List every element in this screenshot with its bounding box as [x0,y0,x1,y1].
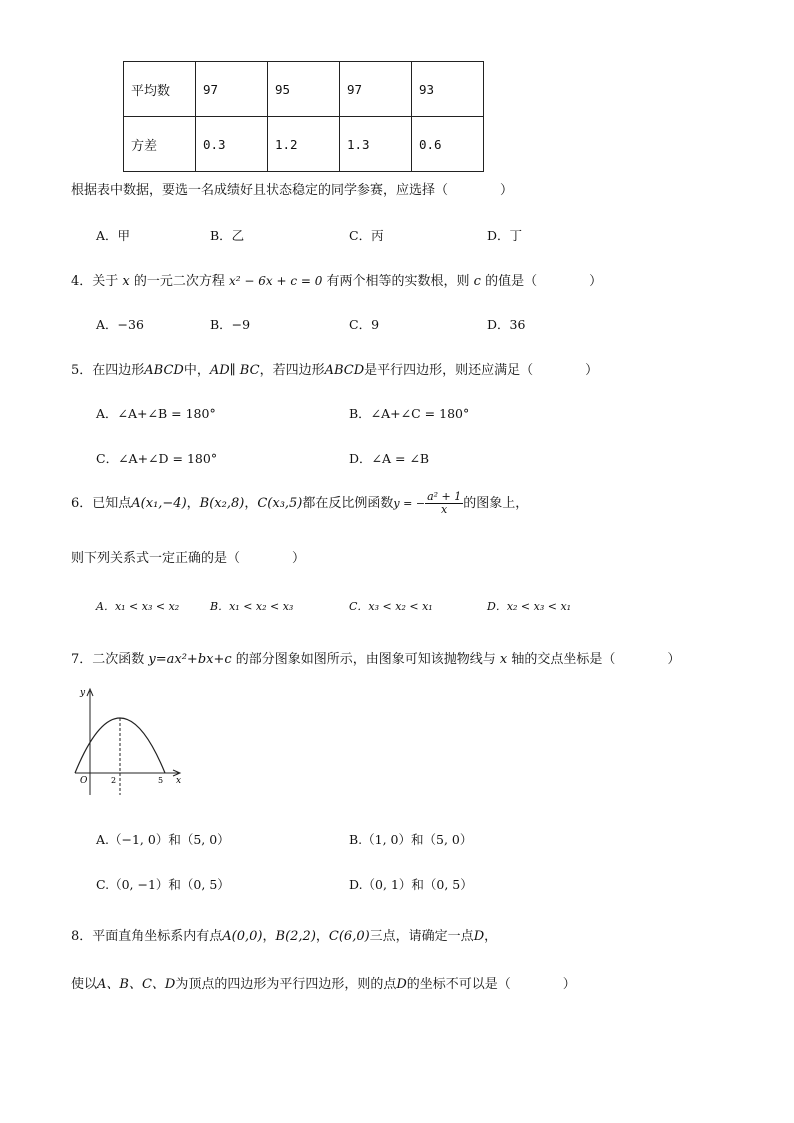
q4-stem [71,270,602,289]
q6-func-lhs: y = − [393,497,426,510]
table-cell: 97 [196,62,268,117]
q7-stem-text: 7．二次函数 [71,652,149,667]
q5-stem-text: 中， [183,363,210,378]
q5-parallel: AD∥ BC [209,363,260,378]
q3-option-a[interactable]: A．甲 [96,228,131,243]
q3-option-c[interactable]: C．丙 [349,228,384,243]
q5-abcd: ABCD [324,363,365,378]
tick-label-2: 2 [111,776,117,785]
table-row [124,117,484,172]
q6-option-c[interactable]: C．x₃ < x₂ < x₁ [349,600,433,613]
q4-stem-text: 4．关于 [71,274,123,289]
q8-stem-text: 使以 [71,977,98,992]
q5-abcd: ABCD [144,363,184,378]
table-cell: 方差 [124,117,196,172]
q4-var-x: x [122,274,130,289]
q8-stem-text: 8．平面直角坐标系内有点 [71,929,223,944]
table-cell: 97 [340,62,412,117]
q6-point-b: B(x₂,8) [199,496,245,511]
q6-line2: 则下列关系式一定正确的是（ ） [71,551,306,566]
y-axis-label: y [80,688,86,698]
q7-option-b[interactable]: B.（1, 0）和（5, 0） [349,832,473,847]
q4-stem-text: 有两个相等的实数根，则 [322,274,474,289]
q4-option-b[interactable]: B．−9 [210,317,251,332]
table-cell: 平均数 [124,62,196,117]
q6-point-a: A(x₁,−4) [131,496,187,511]
q6-fraction [425,491,463,516]
q8-stem: 8．平面直角坐标系内有点A(0,0)，B(2,2)，C(6,0)三点，请确定一点D， [71,929,498,944]
q8-point-c: C(6,0) [328,929,370,944]
stats-table [123,61,484,172]
q8-line2 [71,973,576,992]
q4-stem-text: 的值是（ ） [480,274,603,289]
q6-stem-text: 都在反比例函数 [302,496,394,511]
q6-stem-text: 的图象上， [463,496,529,511]
q7-option-d[interactable]: D.（0, 1）和（0, 5） [349,877,473,892]
table-row [124,62,484,117]
q4-stem-text: 的一元二次方程 [129,274,230,289]
q7-stem-text: 轴的交点坐标是（ ） [507,652,681,667]
q6-fraction-numerator: a² + 1 [427,490,462,503]
q7-stem-text: 的部分图象如图所示，由图象可知该抛物线与 [231,652,500,667]
table-cell: 1.2 [268,117,340,172]
q4-option-c[interactable]: C．9 [349,317,380,332]
q6-stem-text: 6．已知点 [71,496,132,511]
q4-equation: x² − 6x + c = 0 [229,274,323,288]
q5-option-d[interactable]: D．∠A = ∠B [349,451,430,466]
table-cell: 1.3 [340,117,412,172]
q6-option-a[interactable]: A．x₁ < x₃ < x₂ [96,600,180,613]
q3-stem: 根据表中数据，要选一名成绩好且状态稳定的同学参赛，应选择（ ） [71,183,514,198]
q7-var-x: x [499,652,508,667]
q8-stem-text: 三点，请确定一点 [369,929,474,944]
q3-option-b[interactable]: B．乙 [210,228,245,243]
table-cell: 95 [268,62,340,117]
q5-stem-text: ，若四边形 [259,363,325,378]
x-axis-label: x [176,776,182,786]
q8-point-d: D [396,977,407,992]
table-cell: 0.3 [196,117,268,172]
q3-option-d[interactable]: D．丁 [487,228,523,243]
tick-label-5: 5 [158,776,164,785]
q4-option-d[interactable]: D．36 [487,317,526,332]
q5-stem [71,359,598,378]
q5-option-a[interactable]: A．∠A+∠B = 180° [96,406,216,421]
q8-point-a: A(0,0) [222,929,263,944]
q5-option-b[interactable]: B．∠A+∠C = 180° [349,406,470,421]
q5-stem-text: 是平行四边形，则还应满足（ ） [364,363,599,378]
table-cell: 93 [412,62,484,117]
q6-stem: 6．已知点A(x₁,−4)，B(x₂,8)，C(x₃,5)都在反比例函数y = − $\frac{\text{a² + 1}}{x}$ 的图象上， [71,490,529,516]
q6-fraction-denominator: x [441,503,448,516]
q5-stem-text: 5．在四边形 [71,363,145,378]
table-cell: 0.6 [412,117,484,172]
q6-point-c: C(x₃,5) [257,496,303,511]
q6-option-b[interactable]: B．x₁ < x₂ < x₃ [210,600,294,613]
q5-option-c[interactable]: C．∠A+∠D = 180° [96,451,218,466]
q4-var-c: c [473,274,481,289]
q7-option-a[interactable]: A.（−1, 0）和（5, 0） [96,832,230,847]
q7-function: y=ax²+bx+c [148,652,232,667]
q7-stem [71,648,680,667]
q8-point-b: B(2,2) [275,929,316,944]
parabola-graph [70,683,190,803]
q8-points: A、B、C、D [97,977,176,992]
q6-option-d[interactable]: D．x₂ < x₃ < x₁ [487,600,572,613]
origin-label: O [80,776,88,786]
q8-stem-text: 为顶点的四边形为平行四边形，则的点 [175,977,397,992]
q8-stem-text: 的坐标不可以是（ ） [406,977,576,992]
q8-point-d: D [473,929,485,944]
q4-option-a[interactable]: A．−36 [96,317,144,332]
q7-option-c[interactable]: C.（0, −1）和（0, 5） [96,877,230,892]
